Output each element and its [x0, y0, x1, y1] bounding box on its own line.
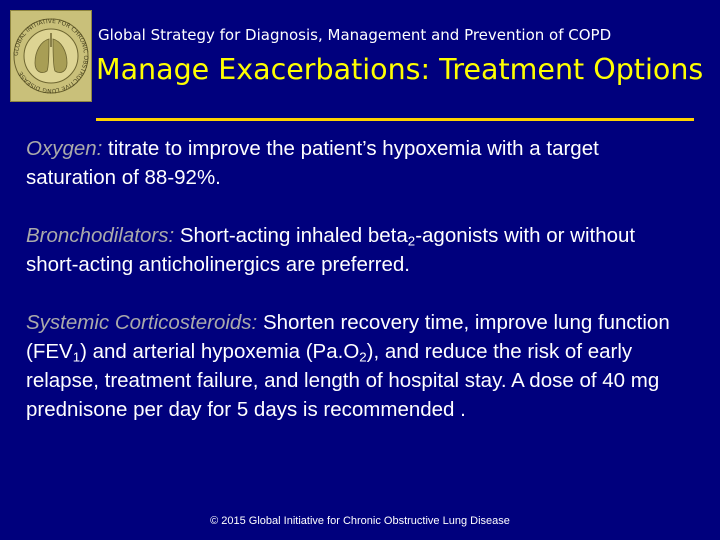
fev-subscript: 1 — [72, 349, 81, 365]
corticosteroids-text-b: ) and arterial hypoxemia (Pa.O — [80, 340, 360, 363]
lungs-seal-icon — [11, 11, 91, 101]
gold-logo — [10, 10, 92, 102]
corticosteroids-label: Systemic Corticosteroids: — [26, 311, 258, 334]
corticosteroids-text-a: Shorten recovery time, improve lung function (FEV — [26, 311, 670, 363]
beta-subscript: 2 — [407, 233, 416, 249]
bronchodilators-text-a: Short-acting inhaled beta — [174, 224, 408, 247]
logo-ring-text: GLOBAL INITIATIVE FOR CHRONIC OBSTRUCTIVE LUNG DISEASE — [12, 17, 90, 95]
oxygen-text: titrate to improve the patient’s hypoxemia with a target saturation of 88-92%. — [26, 137, 599, 189]
slide-body — [26, 134, 686, 453]
corticosteroids-paragraph — [26, 308, 686, 424]
oxygen-label: Oxygen: — [26, 137, 103, 160]
title-divider — [96, 118, 694, 121]
oxygen-paragraph — [26, 134, 686, 192]
slide-title: Manage Exacerbations: Treatment Options — [96, 53, 704, 86]
copyright-footer: © 2015 Global Initiative for Chronic Obstructive Lung Disease — [210, 515, 510, 527]
bronchodilators-text-b: -agonists with or without short-acting anticholinergics are preferred. — [26, 224, 636, 276]
presentation-subtitle: Global Strategy for Diagnosis, Management and Prevention of COPD — [98, 26, 612, 44]
bronchodilators-label: Bronchodilators: — [26, 224, 175, 247]
corticosteroids-text-c: ), and reduce the risk of early relapse, treatment failure, and length of hospital stay. A dose of 40 mg prednisone per day for 5 days is recommended . — [26, 340, 660, 421]
pao2-subscript: 2 — [359, 349, 367, 365]
bronchodilators-paragraph — [26, 221, 686, 279]
